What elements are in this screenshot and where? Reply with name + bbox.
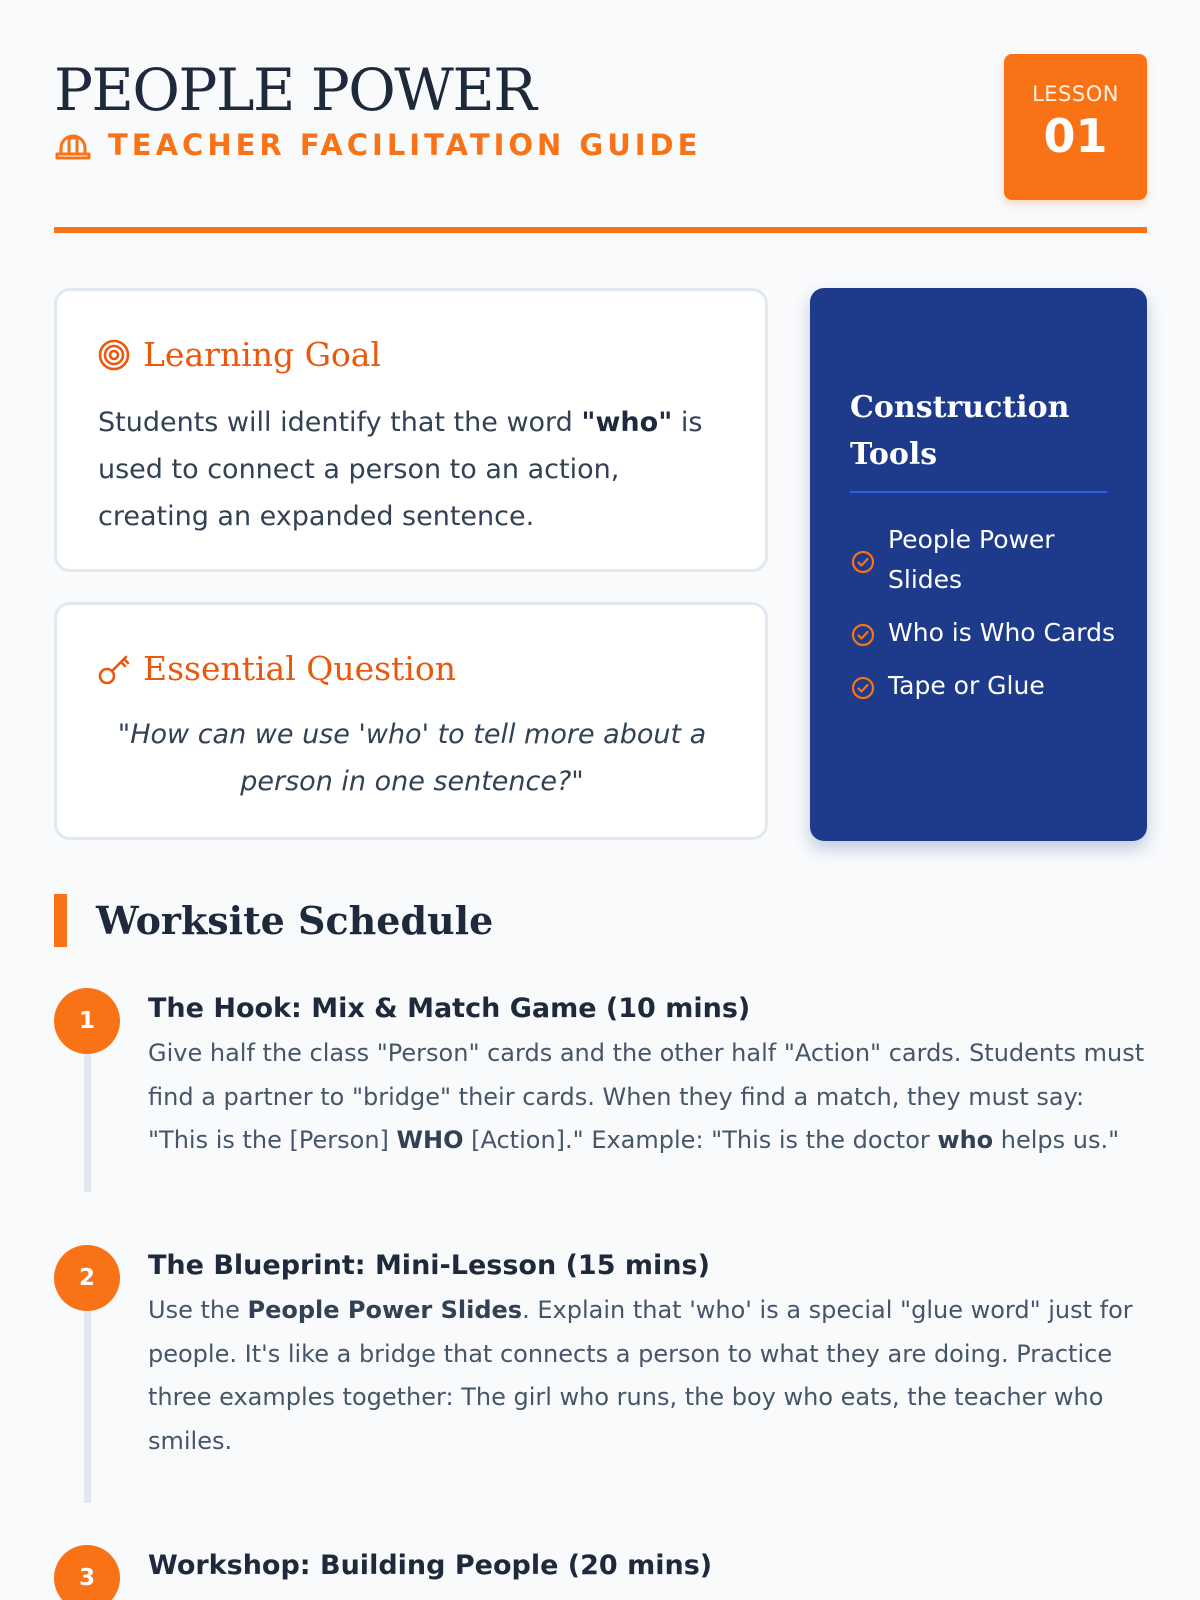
tools-item-label: Who is Who Cards [888, 618, 1116, 647]
page-header [54, 54, 1147, 200]
construction-tools-title: Construction Tools [850, 390, 1070, 472]
lesson-label: LESSON [1032, 82, 1119, 106]
subtitle [54, 124, 701, 166]
tools-item [850, 666, 1120, 706]
tools-item-label: Tape or Glue [888, 671, 1045, 700]
learning-goal-title: Learning Goal [143, 335, 382, 374]
step-title: Workshop: Building People (20 mins) [148, 1550, 713, 1581]
subtitle-text: TEACHER FACILITATION GUIDE [108, 128, 702, 162]
timeline-connector [84, 1301, 91, 1503]
header-divider [54, 227, 1147, 233]
tools-item [850, 613, 1120, 653]
step-number: 2 [54, 1245, 120, 1311]
step-description: Use the People Power Slides. Explain that 'who' is a special "glue word" just for people. It's like a bridge that connects a person to what they are doing. Practice three examples together: The girl who runs, the boy who eats, the teacher who smiles. [148, 1296, 1133, 1455]
lesson-number: 01 [1043, 109, 1108, 163]
section-accent-bar [54, 894, 67, 947]
learning-goal-card [54, 288, 768, 572]
essential-question-text: "How can we use 'who' to tell more about a person in one sentence?" [117, 719, 707, 797]
lesson-badge [1004, 54, 1147, 200]
keyword-who: "who" [581, 407, 673, 438]
check-circle-icon [850, 547, 876, 573]
target-icon [97, 338, 131, 372]
step-number: 1 [54, 988, 120, 1054]
tools-item-label: People Power Slides [888, 525, 1055, 594]
page-title: PEOPLE POWER [54, 56, 536, 124]
check-circle-icon [850, 673, 876, 699]
essential-question-card [54, 602, 768, 840]
step-title: The Blueprint: Mini-Lesson (15 mins) [148, 1250, 710, 1281]
schedule-title: Worksite Schedule [96, 898, 494, 943]
step-number: 3 [54, 1545, 120, 1600]
essential-question-title: Essential Question [143, 649, 456, 688]
construction-tools-panel [810, 288, 1147, 841]
key-icon [97, 652, 131, 686]
hard-hat-icon [54, 129, 92, 161]
timeline-connector [84, 1044, 91, 1192]
step-description: Give half the class "Person" cards and the other half "Action" cards. Students must find a partner to "bridge" their cards. When they find a match, they must say: "This is the [Person] WHO [Action]." Example: "This is the doctor who helps us." [148, 1039, 1145, 1154]
learning-goal-heading [97, 333, 381, 377]
essential-question-heading [97, 647, 456, 691]
step-title: The Hook: Mix & Match Game (10 mins) [148, 993, 751, 1024]
tools-divider [850, 491, 1107, 493]
check-circle-icon [850, 620, 876, 646]
learning-goal-text: Students will identify that the word "who" is used to connect a person to an action, creating an expanded sentence. [98, 407, 703, 532]
tools-item [850, 520, 1120, 600]
tools-list [850, 520, 1120, 719]
